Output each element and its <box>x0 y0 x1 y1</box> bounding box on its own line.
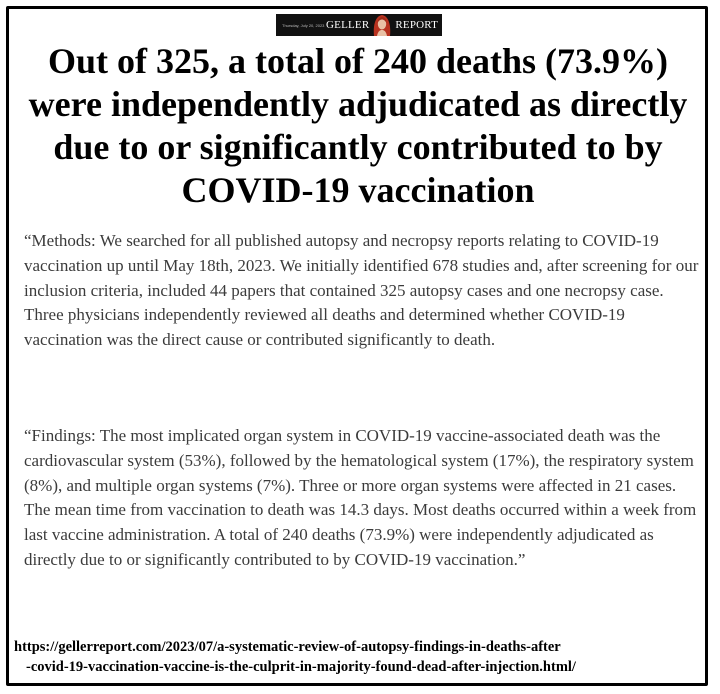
logo-word-geller: GELLER <box>326 19 370 31</box>
logo-word-report: REPORT <box>395 19 439 31</box>
portrait-icon <box>372 14 392 36</box>
findings-quote: “Findings: The most implicated organ system in COVID-19 vaccine-associated death was the cardiovascular system (53%), followed by the hematological system (17%), the respiratory system (8%), and multiple organ systems (7%). Three or more organ systems were affected in 21 cases. The mean time from vaccination to death was 14.3 days. Most deaths occurred within a week from last vaccine administration. A total of 240 deaths (73.9%) were independently adjudicated as directly due to or significantly contributed to by COVID-19 vaccination.” <box>24 426 697 569</box>
source-url-line-1: https://gellerreport.com/2023/07/a-systematic-review-of-autopsy-findings-in-deaths-after <box>14 639 561 655</box>
source-link[interactable] <box>14 637 706 677</box>
headline: Out of 325, a total of 240 deaths (73.9%) were independently adjudicated as directly due to or significantly contributed to by COVID-19 vaccination <box>28 41 688 210</box>
geller-report-logo[interactable] <box>276 14 442 36</box>
source-url-line-2: -covid-19-vaccination-vaccine-is-the-culprit-in-majority-found-dead-after-injection.html/ <box>26 659 576 675</box>
logo-tagline: Thursday, July 20, 2023 <box>282 22 325 28</box>
methods-quote: “Methods: We searched for all published autopsy and necropsy reports relating to COVID-19 vaccination up until May 18th, 2023. We initially identified 678 studies and, after screening for our inclusion criteria, included 44 papers that contained 325 autopsy cases and one necropsy case. Three physicians independently reviewed all deaths and determined whether COVID-19 vaccination was the direct cause or contributed significantly to death. <box>24 231 699 350</box>
